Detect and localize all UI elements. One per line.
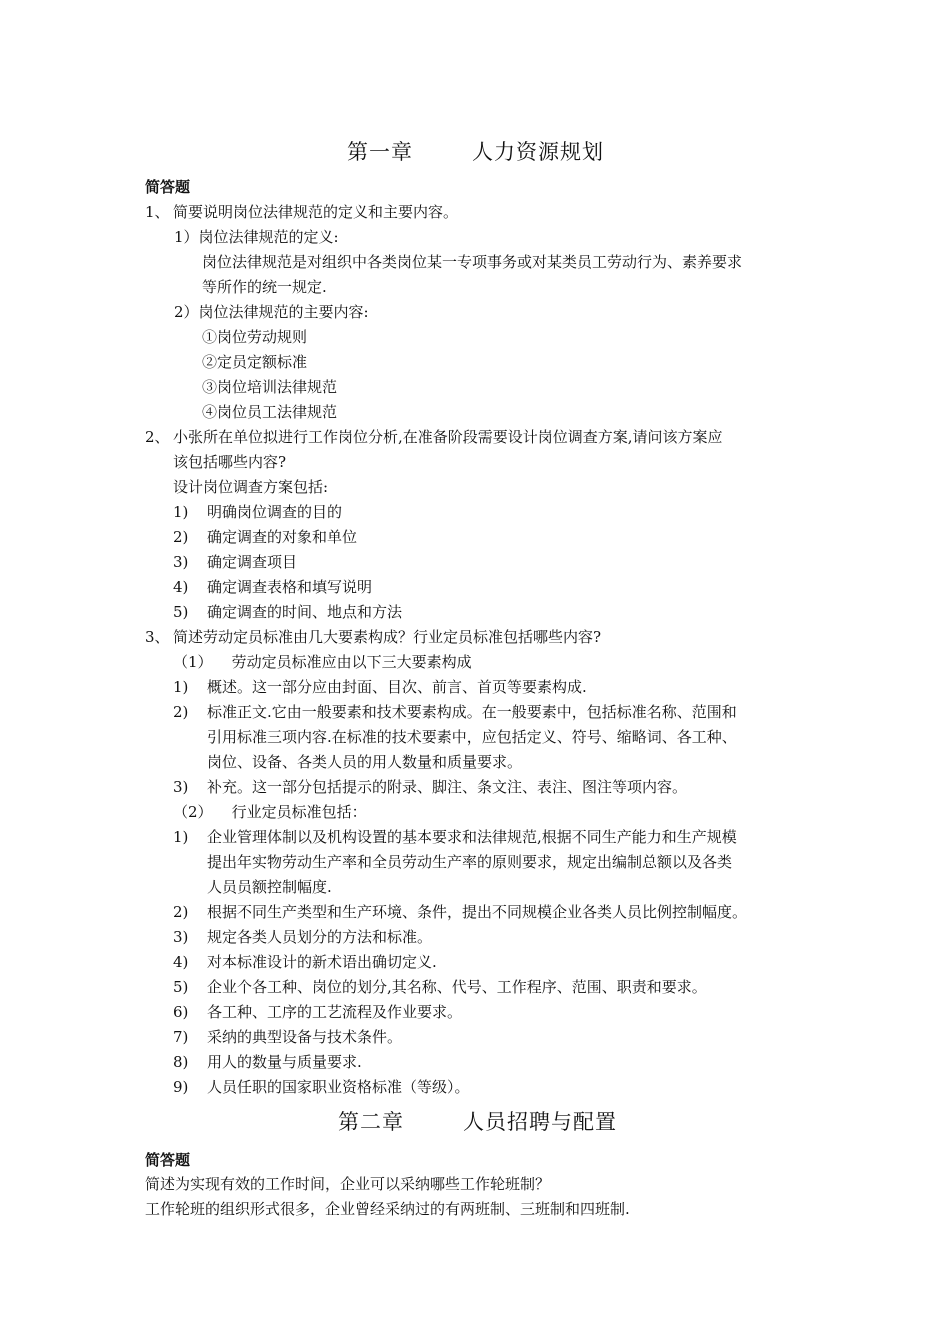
list-item — [173, 902, 747, 922]
question-marker: 3、 — [145, 628, 170, 646]
list-item — [173, 1052, 362, 1072]
item-text-cont: 人员员额控制幅度. — [207, 878, 332, 896]
item-number: 2) — [173, 903, 189, 921]
item-number: 7) — [173, 1028, 189, 1046]
item-number: 4) — [173, 953, 189, 971]
item-number: 9) — [173, 1078, 189, 1096]
list-item — [173, 827, 737, 847]
list-item — [173, 552, 297, 572]
list-item — [173, 977, 707, 997]
item-text: 补充。这一部分包括提示的附录、脚注、条文注、表注、图注等项内容。 — [207, 778, 688, 796]
answer-text: 工作轮班的组织形式很多，企业曾经采纳过的有两班制、三班制和四班制. — [145, 1200, 630, 1218]
list-item — [173, 677, 587, 697]
item-number: 1) — [173, 828, 189, 846]
body-line: 等所作的统一规定. — [202, 278, 327, 296]
part-title: （2） 行业定员标准包括： — [173, 803, 367, 821]
answer-intro: 设计岗位调查方案包括: — [173, 478, 329, 496]
item-text-cont: 引用标准三项内容.在标准的技术要素中，应包括定义、符号、缩略词、各工种、 — [207, 728, 737, 746]
question-2 — [145, 427, 723, 447]
item-number: 5) — [173, 603, 189, 621]
list-item: ①岗位劳动规则 — [202, 328, 308, 346]
item-text: 标准正文.它由一般要素和技术要素构成。在一般要素中，包括标准名称、范围和 — [207, 703, 737, 721]
list-item — [173, 1002, 462, 1022]
question-marker: 1、 — [145, 203, 170, 221]
list-item — [173, 1027, 402, 1047]
list-item: ③岗位培训法律规范 — [202, 378, 338, 396]
question-text: 简述劳动定员标准由几大要素构成？行业定员标准包括哪些内容? — [173, 628, 602, 646]
list-item — [173, 777, 687, 797]
item-text: 确定调查的时间、地点和方法 — [207, 603, 403, 621]
chapter-number: 第一章 — [347, 140, 413, 164]
item-text: 用人的数量与质量要求. — [207, 1053, 362, 1071]
item-number: 6) — [173, 1003, 189, 1021]
item-text: 各工种、工序的工艺流程及作业要求。 — [207, 1003, 463, 1021]
item-text: 概述。这一部分应由封面、目次、前言、首页等要素构成. — [207, 678, 587, 696]
item-text: 对本标准设计的新术语出确切定义. — [207, 953, 437, 971]
item-number: 2) — [173, 528, 189, 546]
part-title: （1） 劳动定员标准应由以下三大要素构成 — [173, 653, 472, 671]
list-item — [173, 502, 342, 522]
list-item — [173, 1077, 470, 1097]
item-number: 1) — [173, 678, 189, 696]
item-text: 明确岗位调查的目的 — [207, 503, 343, 521]
chapter-number: 第二章 — [338, 1110, 404, 1134]
list-item — [173, 927, 432, 947]
chapter-title — [338, 1108, 617, 1136]
list-item: ④岗位员工法律规范 — [202, 403, 338, 421]
item-text: 确定调查表格和填写说明 — [207, 578, 373, 596]
item-text-cont: 提出年实物劳动生产率和全员劳动生产率的原则要求，规定出编制总额以及各类 — [207, 853, 733, 871]
item-text: 采纳的典型设备与技术条件。 — [207, 1028, 403, 1046]
list-item — [173, 702, 737, 722]
item-number: 3) — [173, 928, 189, 946]
question-3 — [145, 627, 601, 647]
chapter-name: 人员招聘与配置 — [463, 1110, 617, 1134]
item-number: 1) — [173, 503, 189, 521]
item-text: 根据不同生产类型和生产环境、条件，提出不同规模企业各类人员比例控制幅度。 — [207, 903, 748, 921]
list-item — [173, 577, 372, 597]
item-text: 企业个各工种、岗位的划分,其名称、代号、工作程序、范围、职责和要求。 — [207, 978, 707, 996]
sub-title: 2）岗位法律规范的主要内容: — [174, 303, 369, 321]
question-marker: 2、 — [145, 428, 170, 446]
question-1 — [145, 202, 458, 222]
chapter-title — [347, 138, 604, 166]
chapter-name: 人力资源规划 — [472, 140, 604, 164]
question-text: 小张所在单位拟进行工作岗位分析,在准备阶段需要设计岗位调查方案,请问该方案应 — [173, 428, 723, 446]
item-text: 确定调查的对象和单位 — [207, 528, 358, 546]
item-text: 规定各类人员划分的方法和标准。 — [207, 928, 433, 946]
item-number: 3) — [173, 778, 189, 796]
item-number: 5) — [173, 978, 189, 996]
item-number: 3) — [173, 553, 189, 571]
item-text: 确定调查项目 — [207, 553, 298, 571]
item-text-cont: 岗位、设备、各类人员的用人数量和质量要求。 — [207, 753, 523, 771]
item-number: 8) — [173, 1053, 189, 1071]
item-text: 人员任职的国家职业资格标准（等级）。 — [207, 1078, 470, 1096]
section-heading: 简答题 — [145, 178, 191, 196]
sub-title: 1）岗位法律规范的定义: — [174, 228, 339, 246]
list-item: ②定员定额标准 — [202, 353, 308, 371]
question-text-cont: 该包括哪些内容? — [173, 453, 287, 471]
section-heading: 简答题 — [145, 1151, 191, 1169]
list-item — [173, 952, 437, 972]
body-line: 岗位法律规范是对组织中各类岗位某一专项事务或对某类员工劳动行为、素养要求 — [202, 253, 743, 271]
list-item — [173, 602, 402, 622]
list-item — [173, 527, 357, 547]
item-number: 2) — [173, 703, 189, 721]
item-text: 企业管理体制以及机构设置的基本要求和法律规范,根据不同生产能力和生产规模 — [207, 828, 737, 846]
question-text: 简要说明岗位法律规范的定义和主要内容。 — [173, 203, 459, 221]
item-number: 4) — [173, 578, 189, 596]
question-text: 简述为实现有效的工作时间，企业可以采纳哪些工作轮班制？ — [145, 1175, 551, 1193]
